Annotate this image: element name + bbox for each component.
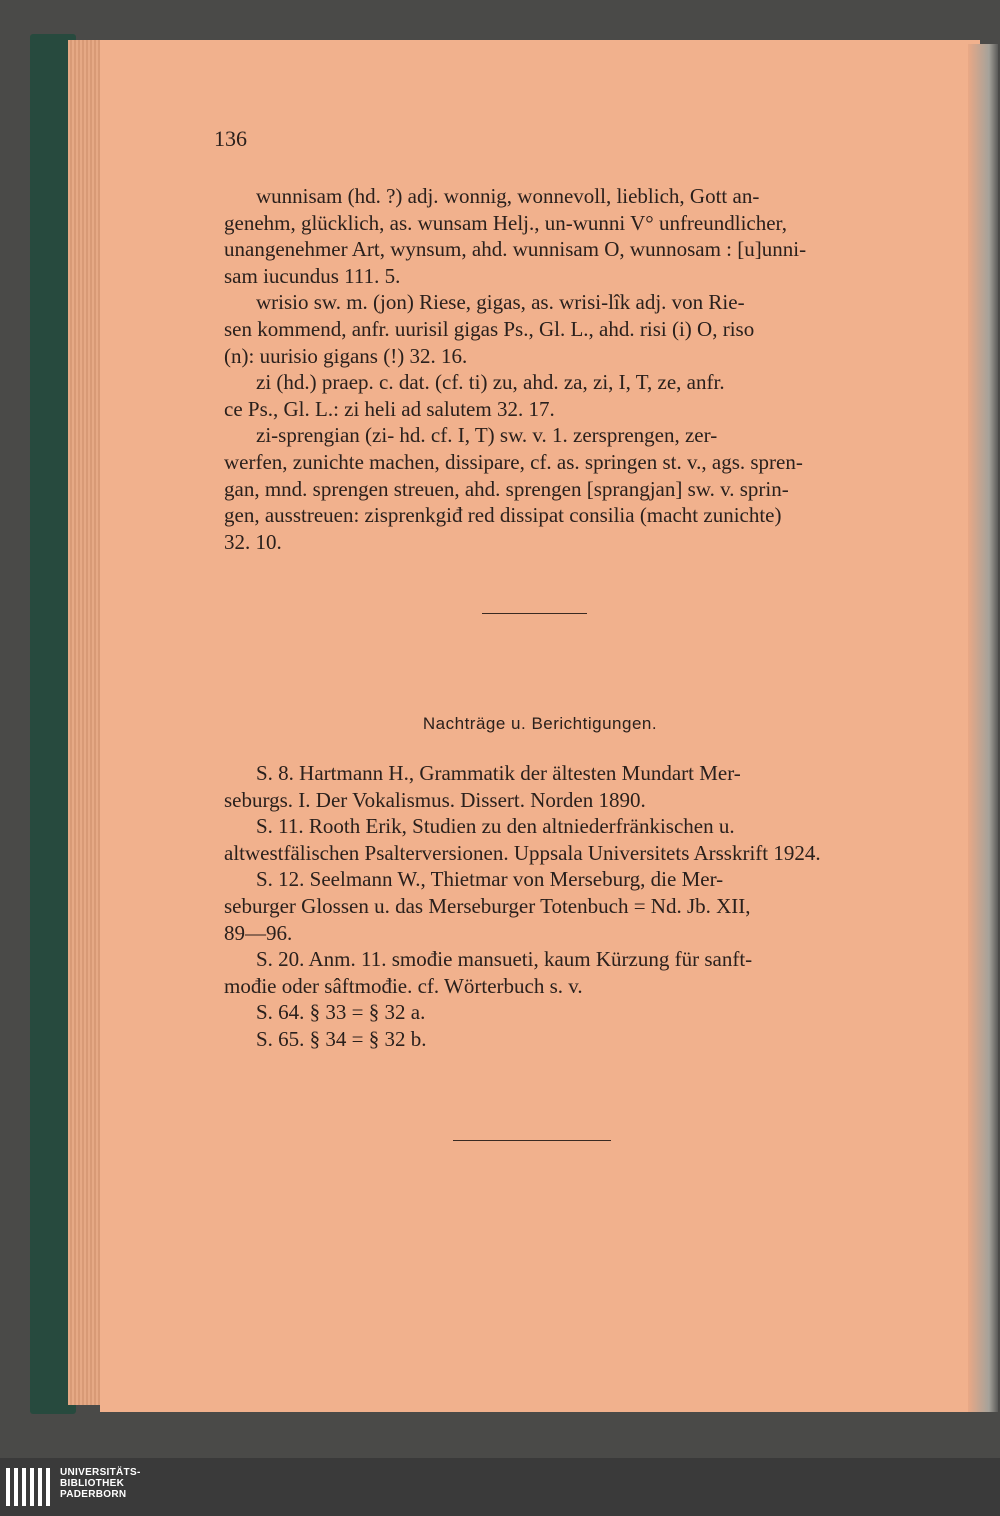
addenda-line: S. 64. § 33 = § 32 a.: [256, 1000, 426, 1025]
addenda-line: seburgs. I. Der Vokalismus. Dissert. Norden 1890.: [224, 787, 646, 812]
addenda-line: 89—96.: [224, 920, 293, 945]
entry-line: genehm, glücklich, as. wunsam Helj., un-wunni V° unfreundlicher,: [224, 210, 787, 235]
end-divider: [453, 1140, 611, 1141]
entry-line: werfen, zunichte machen, dissipare, cf. as. springen st. v., ags. spren-: [224, 450, 803, 474]
entry-line: gan, mnd. sprengen streuen, ahd. sprengen [sprangjan] sw. v. sprin-: [224, 476, 789, 501]
entry-line: wrisio sw. m. (jon) Riese, gigas, as. wrisi-lîk adj. von Rie-: [256, 290, 745, 315]
addenda-line: S. 20. Anm. 11. smođie mansueti, kaum Kürzung für sanft-: [256, 947, 753, 972]
entry-line: (n): uurisio gigans (!) 32. 16.: [224, 343, 468, 368]
library-logo-text: [60, 1467, 141, 1500]
entry-line: sen kommend, anfr. uurisil gigas Ps., Gl. L., ahd. risi (i) O, riso: [224, 317, 755, 341]
entry-line: unangenehmer Art, wynsum, ahd. wunnisam O, wunnosam : [u]unni-: [224, 237, 807, 262]
addenda-line: S. 11. Rooth Erik, Studien zu den altniederfränkischen u.: [256, 814, 735, 839]
addenda-line: seburger Glossen u. das Merseburger Totenbuch = Nd. Jb. XII,: [224, 894, 751, 918]
addenda-line: S. 8. Hartmann H., Grammatik der ältesten Mundart Mer-: [256, 761, 741, 785]
addenda-line: S. 65. § 34 = § 32 b.: [256, 1027, 427, 1051]
addenda-line: altwestfälischen Psalterversionen. Uppsala Universitets Arsskrift 1924.: [224, 840, 821, 865]
library-footer: [0, 1458, 1000, 1516]
entry-line: gen, ausstreuen: zisprenkgiđ red dissipat consilia (macht zunichte): [224, 503, 782, 528]
section-divider: [482, 613, 587, 614]
library-logo-icon: [6, 1468, 50, 1506]
logo-line: PADERBORN: [60, 1489, 127, 1500]
entry-line: zi-sprengian (zi- hd. cf. I, T) sw. v. 1. zersprengen, zer-: [256, 423, 718, 448]
entry-line: wunnisam (hd. ?) adj. wonnig, wonnevoll, lieblich, Gott an-: [256, 184, 760, 208]
entry-line: ce Ps., Gl. L.: zi heli ad salutem 32. 17.: [224, 396, 555, 421]
entry-line: zi (hd.) praep. c. dat. (cf. ti) zu, ahd. za, zi, I, T, ze, anfr.: [256, 370, 725, 395]
addenda-line: S. 12. Seelmann W., Thietmar von Merseburg, die Mer-: [256, 867, 724, 892]
logo-line: UNIVERSITÄTS-: [60, 1467, 141, 1478]
entry-line: 32. 10.: [224, 529, 282, 554]
logo-line: BIBLIOTHEK: [60, 1478, 125, 1489]
page-number: 136: [214, 126, 247, 151]
entry-line: sam iucundus 111. 5.: [224, 263, 401, 288]
section-heading: Nachträge u. Berichtigungen.: [422, 714, 658, 733]
addenda-line: mođie oder sâftmođie. cf. Wörterbuch s. v.: [224, 973, 583, 998]
